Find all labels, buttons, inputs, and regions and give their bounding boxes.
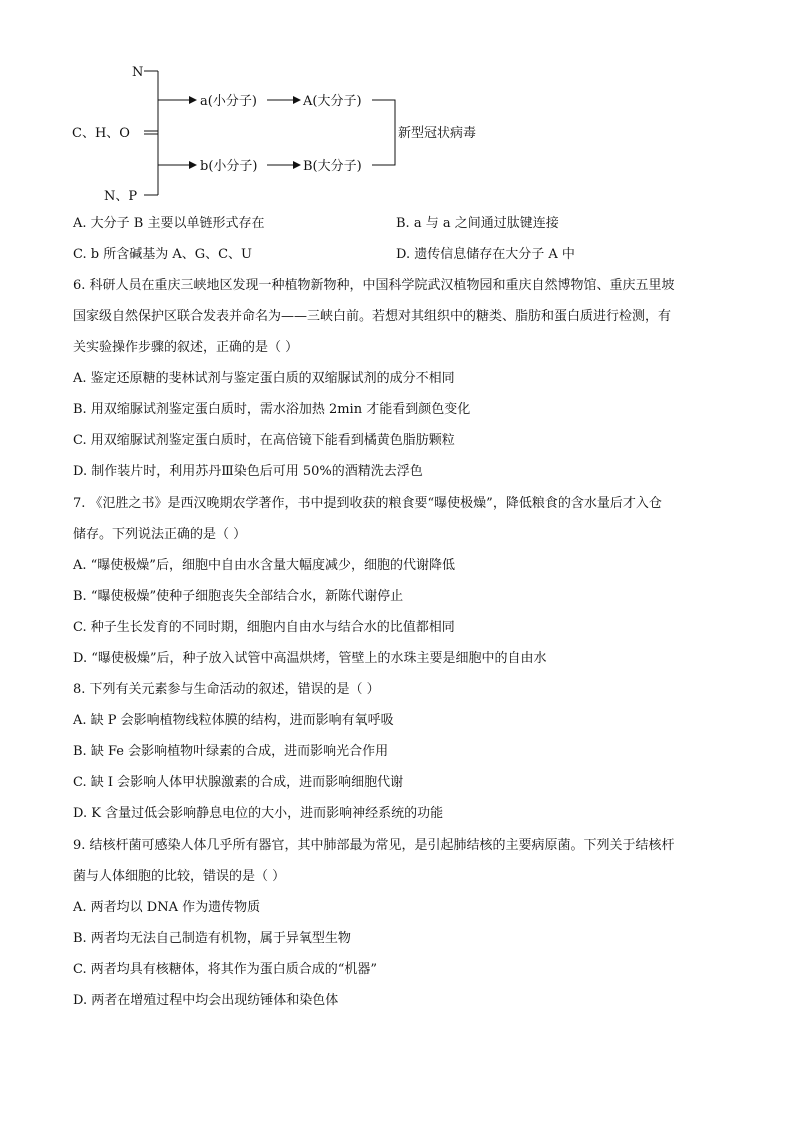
q7-option-d: D. “曝使极燥”后，种子放入试管中高温烘烤，管壁上的水珠主要是细胞中的自由水 xyxy=(73,651,547,666)
A-large-molecule-label: A(大分子) xyxy=(303,94,362,109)
q8-stem: 8. 下列有关元素参与生命活动的叙述，错误的是（ ） xyxy=(73,682,380,697)
virus-label: 新型冠状病毒 xyxy=(398,126,477,141)
q5-option-b: B. a 与 a 之间通过肽键连接 xyxy=(396,216,559,231)
q6-option-c: C. 用双缩脲试剂鉴定蛋白质时，在高倍镜下能看到橘黄色脂肪颗粒 xyxy=(73,433,455,448)
q6-option-d: D. 制作装片时，利用苏丹Ⅲ染色后可用 50%的酒精洗去浮色 xyxy=(73,464,423,479)
q9-option-a: A. 两者均以 DNA 作为遗传物质 xyxy=(73,900,261,915)
q5-option-a: A. 大分子 B 主要以单链形式存在 xyxy=(73,216,265,231)
q8-option-a: A. 缺 P 会影响植物线粒体膜的结构，进而影响有氧呼吸 xyxy=(73,713,394,728)
virus-bracket xyxy=(372,100,395,165)
q7-option-b: B. “曝使极燥”使种子细胞丧失全部结合水，新陈代谢停止 xyxy=(73,589,404,604)
q9-stem-line2: 菌与人体细胞的比较，错误的是（ ） xyxy=(73,869,286,884)
q9-stem-line1: 9. 结核杆菌可感染人体几乎所有器官，其中肺部最为常见，是引起肺结核的主要病原菌。下列关于结核杆 xyxy=(73,838,675,853)
b-small-molecule-label: b(小分子) xyxy=(200,159,258,174)
q6-stem-line2: 国家级自然保护区联合发表并命名为——三峡白前。若想对其组织中的糖类、脂肪和蛋白质进行检测，有 xyxy=(73,309,672,324)
n-label: N xyxy=(132,65,144,80)
q6-stem-line3: 关实验操作步骤的叙述，正确的是（ ） xyxy=(73,340,299,355)
element-composition-diagram xyxy=(60,55,520,215)
q6-option-a: A. 鉴定还原糖的斐林试剂与鉴定蛋白质的双缩脲试剂的成分不相同 xyxy=(73,371,455,386)
q9-option-c: C. 两者均具有核糖体，将其作为蛋白质合成的“机器” xyxy=(73,962,378,977)
q6-option-b: B. 用双缩脲试剂鉴定蛋白质时，需水浴加热 2min 才能看到颜色变化 xyxy=(73,402,471,417)
q9-option-b: B. 两者均无法自己制造有机物，属于异氧型生物 xyxy=(73,931,351,946)
q8-option-b: B. 缺 Fe 会影响植物叶绿素的合成，进而影响光合作用 xyxy=(73,744,389,759)
n-p-label: N、P xyxy=(104,189,138,204)
q5-option-c: C. b 所含碱基为 A、G、C、U xyxy=(73,247,253,262)
q9-option-d: D. 两者在增殖过程中均会出现纺锤体和染色体 xyxy=(73,993,339,1008)
q6-stem-line1: 6. 科研人员在重庆三峡地区发现一种植物新物种，中国科学院武汉植物园和重庆自然博物馆、重庆五里坡 xyxy=(73,278,675,293)
B-large-molecule-label: B(大分子) xyxy=(303,159,362,174)
c-h-o-label: C、H、O xyxy=(72,126,130,141)
q7-stem-line2: 储存。下列说法正确的是（ ） xyxy=(73,527,247,542)
q7-stem-line1: 7. 《氾胜之书》是西汉晚期农学著作，书中提到收获的粮食要“曝使极燥”，降低粮食的含水量后才入仓 xyxy=(73,496,662,511)
q8-option-c: C. 缺 I 会影响人体甲状腺激素的合成，进而影响细胞代谢 xyxy=(73,775,404,790)
q7-option-c: C. 种子生长发育的不同时期，细胞内自由水与结合水的比值都相同 xyxy=(73,620,455,635)
a-small-molecule-label: a(小分子) xyxy=(200,94,257,109)
q8-option-d: D. K 含量过低会影响静息电位的大小，进而影响神经系统的功能 xyxy=(73,806,444,821)
q7-option-a: A. “曝使极燥”后，细胞中自由水含量大幅度减少，细胞的代谢降低 xyxy=(73,558,455,573)
q5-option-d: D. 遗传信息储存在大分子 A 中 xyxy=(396,247,575,262)
